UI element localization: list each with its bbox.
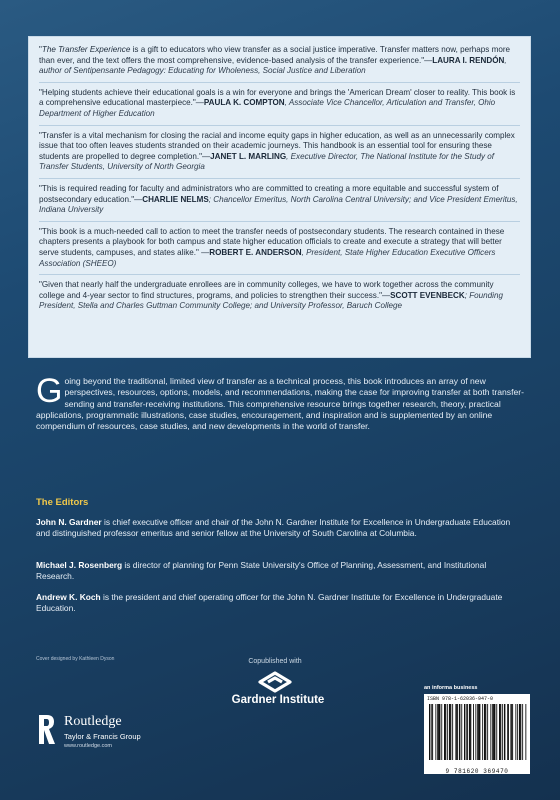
drop-cap: G: [36, 372, 63, 410]
publisher-group: Taylor & Francis Group: [64, 732, 141, 741]
informa-label: an informa business: [424, 685, 478, 691]
cover-credit: Cover designed by Kathleen Dyson: [36, 656, 115, 662]
endorsement-quote: "Given that nearly half the undergraduate enrollees are in community colleges, we have to work together across the community college and 4-year sector to find structures, programs, and policies to strengthen their success."—SCOTT EVENBECK; Founding President, Stella and Charles Guttman Community College; and University Professor, Baruch College: [39, 280, 503, 311]
book-description: Going beyond the traditional, limited view of transfer as a technical process, this book introduces an array of new perspectives, resources, options, models, and recommendations, making the case for improving transfer at both transfer-sending and transfer-receiving institutions. This comprehensive resource brings together research, theory, practical applications, programmatic illustrations, case studies, encouragement, and inspiration and is supplemented by an online compendium of resources, case studies, and new developments in the world of transfer.: [36, 372, 524, 432]
endorsement-quote: "This is required reading for faculty and administrators who are committed to creating a more equitable and successful system of postsecondary education."—CHARLIE NELMS; Chancellor Emeritus, North Carolina Central University; and Vice President Emeritus, Indiana University: [39, 184, 520, 222]
publisher-url: www.routledge.com: [64, 743, 112, 749]
endorsement-quote: "Transfer is a vital mechanism for closing the racial and income equity gaps in higher education, as well as an unnecessarily complex issue that too often leaves students stranded on their academic journeys. This handbook is an essential tool for ensuring these students are propelled to degree completion."—JANET L. MARLING, Executive Director, The National Institute for the Study of Transfer Students, University of North Georgia: [39, 131, 520, 179]
routledge-logo-icon: [36, 713, 58, 747]
endorsement-quote: "The Transfer Experience is a gift to educators who view transfer as a social justice imperative. Transfer matters now, perhaps more than ever, and the text offers the most comprehensive, evidence-based analysis of the transfer experience."—LAURA I. RENDÓN, author of Sentipensante Pedagogy: Educating for Wholeness, Social Justice and Liberation: [39, 45, 520, 83]
barcode-icon: [427, 702, 527, 762]
gardner-institute-name: Gardner Institute: [231, 694, 325, 706]
gardner-institute-logo-icon: [248, 668, 302, 696]
isbn-barcode: [424, 694, 530, 774]
isbn-label: ISBN 978-1-62036-947-0: [427, 696, 494, 702]
editor-bio: Andrew K. Koch is the president and chief operating officer for the John N. Gardner Institute for Excellence in Undergraduate Education.: [36, 592, 503, 613]
endorsement-quote: "Helping students achieve their educational goals is a win for everyone and brings the 'American Dream' closer to reality. This book is a comprehensive educational masterpiece."—PAULA K. COMPTON, Associate Vice Chancellor, Articulation and Transfer, Ohio Department of Higher Education: [39, 88, 520, 126]
editor-bio: John N. Gardner is chief executive officer and chair of the John N. Gardner Institute for Excellence in Undergraduate Education and distinguished professor emeritus and senior fellow at the University of South Carolina at Columbia.: [36, 517, 511, 538]
endorsements-box: [28, 36, 531, 358]
editors-heading: The Editors: [36, 497, 89, 508]
barcode-number: 9 781620 369470: [445, 768, 509, 775]
endorsement-quote: "This book is a much-needed call to action to meet the transfer needs of postsecondary students. The research contained in these chapters presents a playbook for both campus and state higher education officials to create and execute a strategy that will better serve students, campuses, and states alike." —ROBERT E. ANDERSON, President, State Higher Education Executive Officers Association (SHEEO): [39, 227, 520, 275]
copublished-label: Copublished with: [248, 658, 302, 665]
editor-bio: Michael J. Rosenberg is director of planning for Penn State University's Office of Planning, Assessment, and Institutional Research.: [36, 560, 487, 581]
publisher-name: Routledge: [64, 714, 122, 729]
